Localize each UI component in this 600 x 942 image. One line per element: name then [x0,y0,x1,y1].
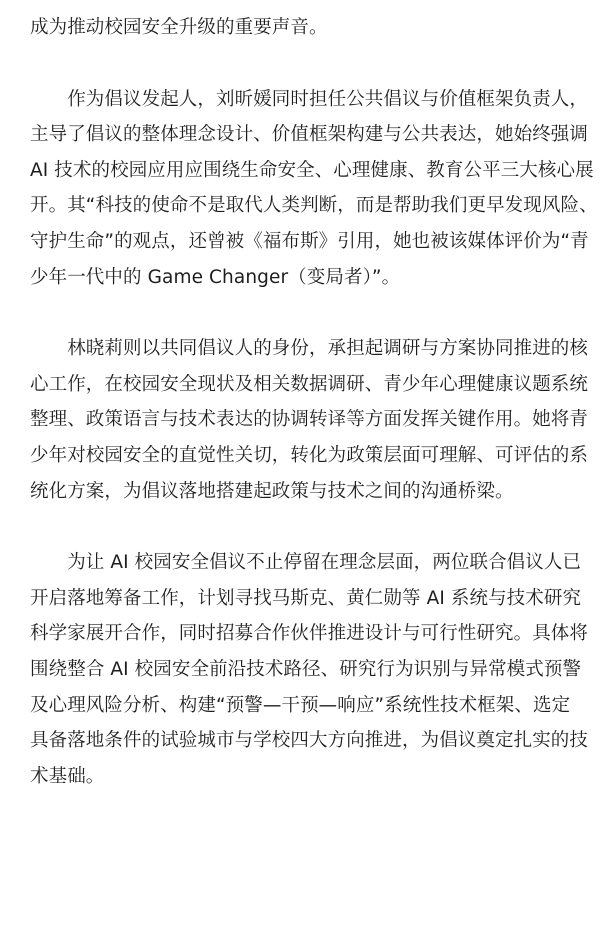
paragraph-gap [30,509,576,545]
text-line: 术基础。 [30,765,105,787]
text-line: 为让 AI 校园安全倡议不止停留在理念层面，两位联合倡议人已 [30,552,582,574]
paragraph-intro-tail [30,10,576,46]
text-line: 科学家展开合作，同时招募合作伙伴推进设计与可行性研究。具体将 [30,623,589,645]
text-line: 统化方案，为倡议落地搭建起政策与技术之间的沟通桥梁。 [30,480,514,502]
text-line: 围绕整合 AI 校园安全前沿技术路径、研究行为识别与异常模式预警 [30,658,582,680]
text-line: 守护生命”的观点，还曾被《福布斯》引用，她也被该媒体评价为“青 [30,230,589,252]
text-line: 作为倡议发起人，刘昕媛同时担任公共倡议与价值框架负责人， [30,88,589,110]
text-line: 开。其“科技的使命不是取代人类判断，而是帮助我们更早发现风险、 [30,195,598,217]
text-line: 具备落地条件的试验城市与学校四大方向推进，为倡议奠定扎实的技 [30,730,589,752]
text-line: 林晓莉则以共同倡议人的身份，承担起调研与方案协同推进的核 [30,338,589,360]
paragraph-liu-xinyuan [30,82,598,296]
text-line: 成为推动校园安全升级的重要声音。 [30,17,328,38]
text-line: 开启落地筹备工作，计划寻找马斯克、黄仁勋等 AI 系统与技术研究 [30,587,582,609]
text-line: 整理、政策语言与技术表达的协调转译等方面发挥关键作用。她将青 [30,409,589,431]
text-line: 及心理风险分析、构建“预警—干预—响应”系统性技术框架、选定 [30,694,571,716]
text-line: 少年一代中的 Game Changer（变局者）”。 [30,266,401,288]
text-line: 少年对校园安全的直觉性关切，转化为政策层面可理解、可评估的系 [30,444,589,466]
text-line: 心工作，在校园安全现状及相关数据调研、青少年心理健康议题系统 [30,373,589,395]
paragraph-gap [30,295,576,331]
paragraph-implementation-plan [30,545,589,794]
paragraph-gap [30,46,576,82]
paragraph-lin-xiaoli [30,331,589,509]
text-line: 主导了倡议的整体理念设计、价值框架构建与公共表达，她始终强调 [30,124,589,146]
text-line: AI 技术的校园应用应围绕生命安全、心理健康、教育公平三大核心展 [30,159,594,181]
